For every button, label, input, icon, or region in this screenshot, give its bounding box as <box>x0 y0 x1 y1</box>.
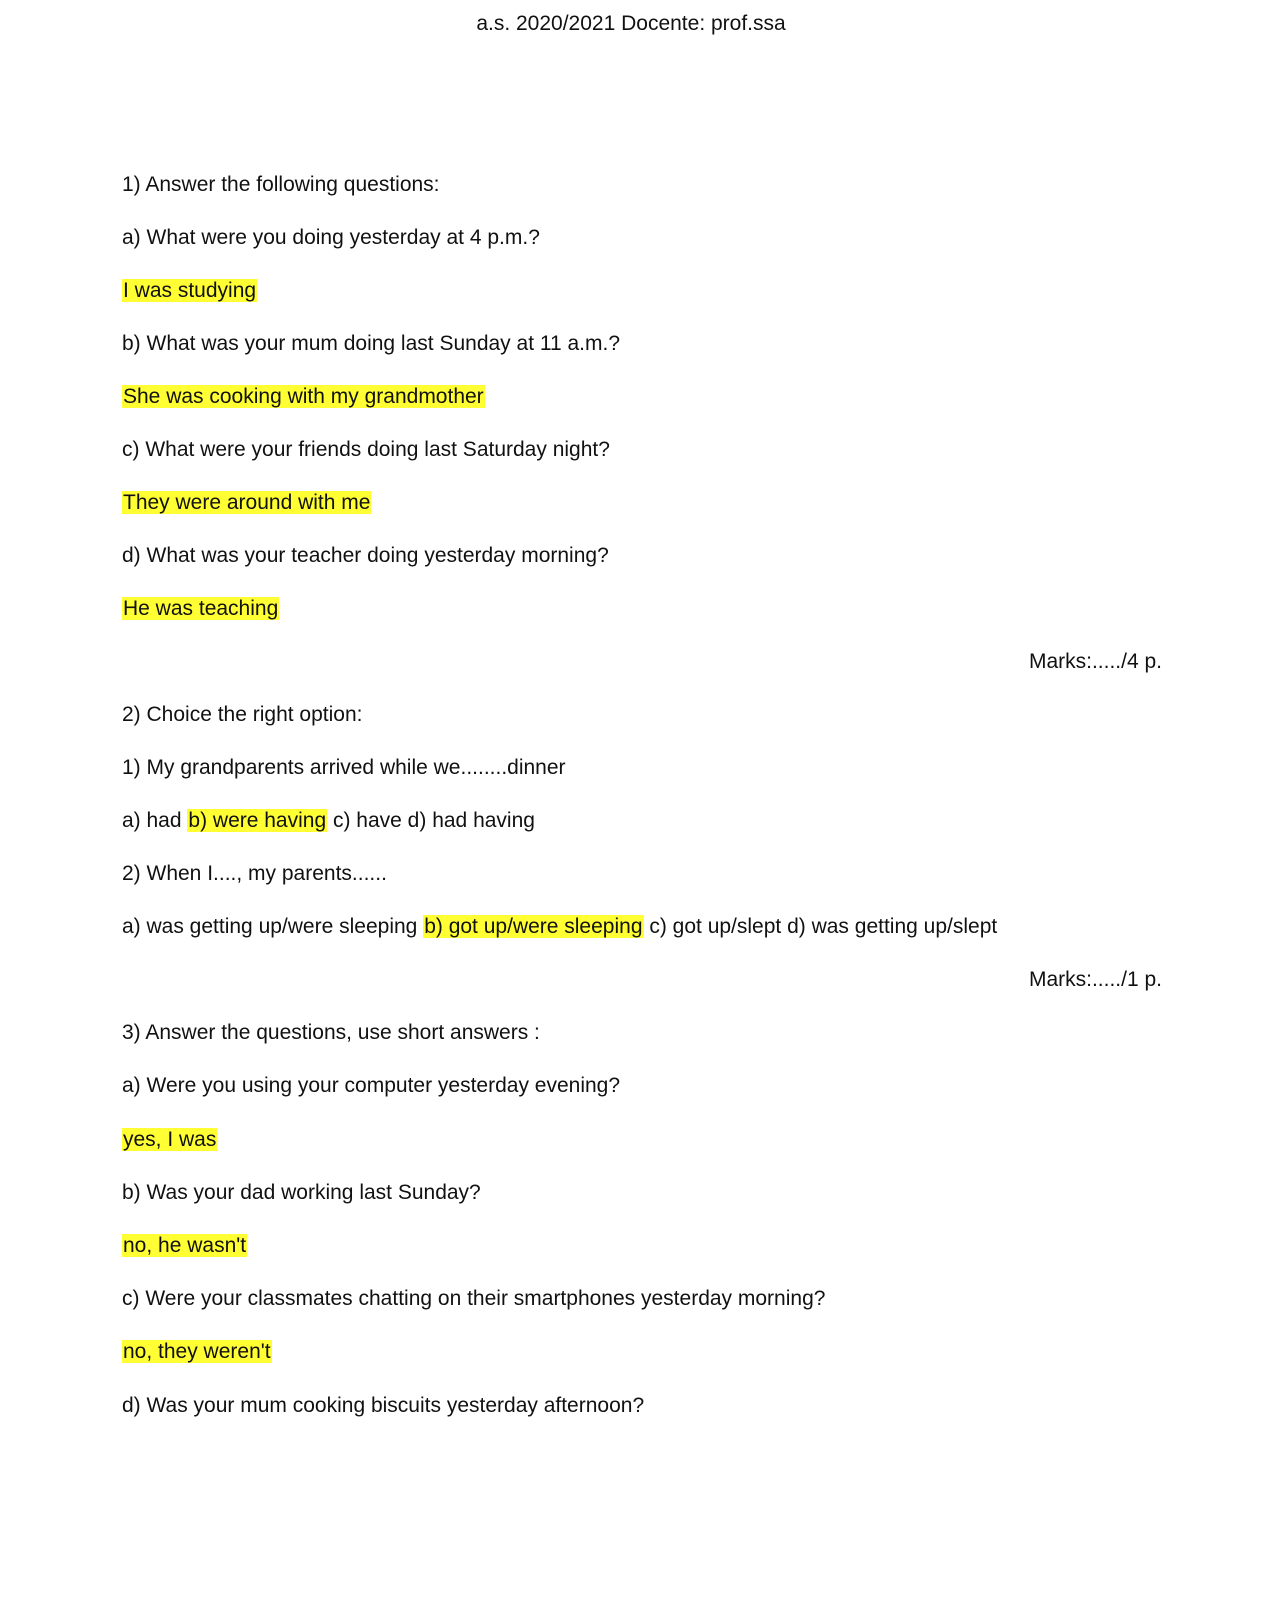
question-2-1: 1) My grandparents arrived while we........dinner <box>122 756 566 779</box>
option-text: a) was getting up/were sleeping <box>122 915 418 938</box>
option-text: a) had <box>122 809 182 832</box>
highlighted-answer: no, he wasn't <box>123 1234 247 1257</box>
question-2-2: 2) When I...., my parents...... <box>122 862 387 885</box>
question-3d: d) Was your mum cooking biscuits yesterday afternoon? <box>122 1394 645 1417</box>
question-1b: b) What was your mum doing last Sunday at 11 a.m.? <box>122 332 621 355</box>
section2-title: 2) Choice the right option: <box>122 703 363 726</box>
question-3b: b) Was your dad working last Sunday? <box>122 1181 481 1204</box>
question-1c: c) What were your friends doing last Saturday night? <box>122 438 610 461</box>
highlighted-option: b) were having <box>188 809 327 832</box>
highlighted-option: b) got up/were sleeping <box>424 915 643 938</box>
options-2-2 <box>122 913 997 941</box>
section1-title: 1) Answer the following questions: <box>122 173 440 196</box>
answer-3a <box>122 1126 217 1154</box>
option-text: c) got up/slept d) was getting up/slept <box>649 915 998 938</box>
question-3c: c) Were your classmates chatting on their smartphones yesterday morning? <box>122 1287 826 1310</box>
answer-3b <box>122 1232 247 1260</box>
answer-1c <box>122 489 371 517</box>
option-text: c) have d) had having <box>332 809 535 832</box>
highlighted-answer: She was cooking with my grandmother <box>123 385 484 408</box>
highlighted-answer: yes, I was <box>123 1128 217 1151</box>
question-3a: a) Were you using your computer yesterday evening? <box>122 1074 621 1097</box>
answer-3c <box>122 1338 272 1366</box>
answer-1b <box>122 383 485 411</box>
options-2-1 <box>122 807 535 835</box>
highlighted-answer: no, they weren't <box>123 1340 271 1363</box>
page-header: a.s. 2020/2021 Docente: prof.ssa <box>476 12 786 35</box>
question-1d: d) What was your teacher doing yesterday morning? <box>122 544 609 567</box>
answer-1d <box>122 595 279 623</box>
answer-1a <box>122 277 257 305</box>
question-1a: a) What were you doing yesterday at 4 p.m.? <box>122 226 540 249</box>
section3-title: 3) Answer the questions, use short answers : <box>122 1021 540 1044</box>
section2-marks: Marks:...../1 p. <box>1028 968 1162 991</box>
section1-marks: Marks:...../4 p. <box>1028 650 1162 673</box>
highlighted-answer: He was teaching <box>123 597 279 620</box>
highlighted-answer: They were around with me <box>123 491 371 514</box>
highlighted-answer: I was studying <box>123 279 257 302</box>
